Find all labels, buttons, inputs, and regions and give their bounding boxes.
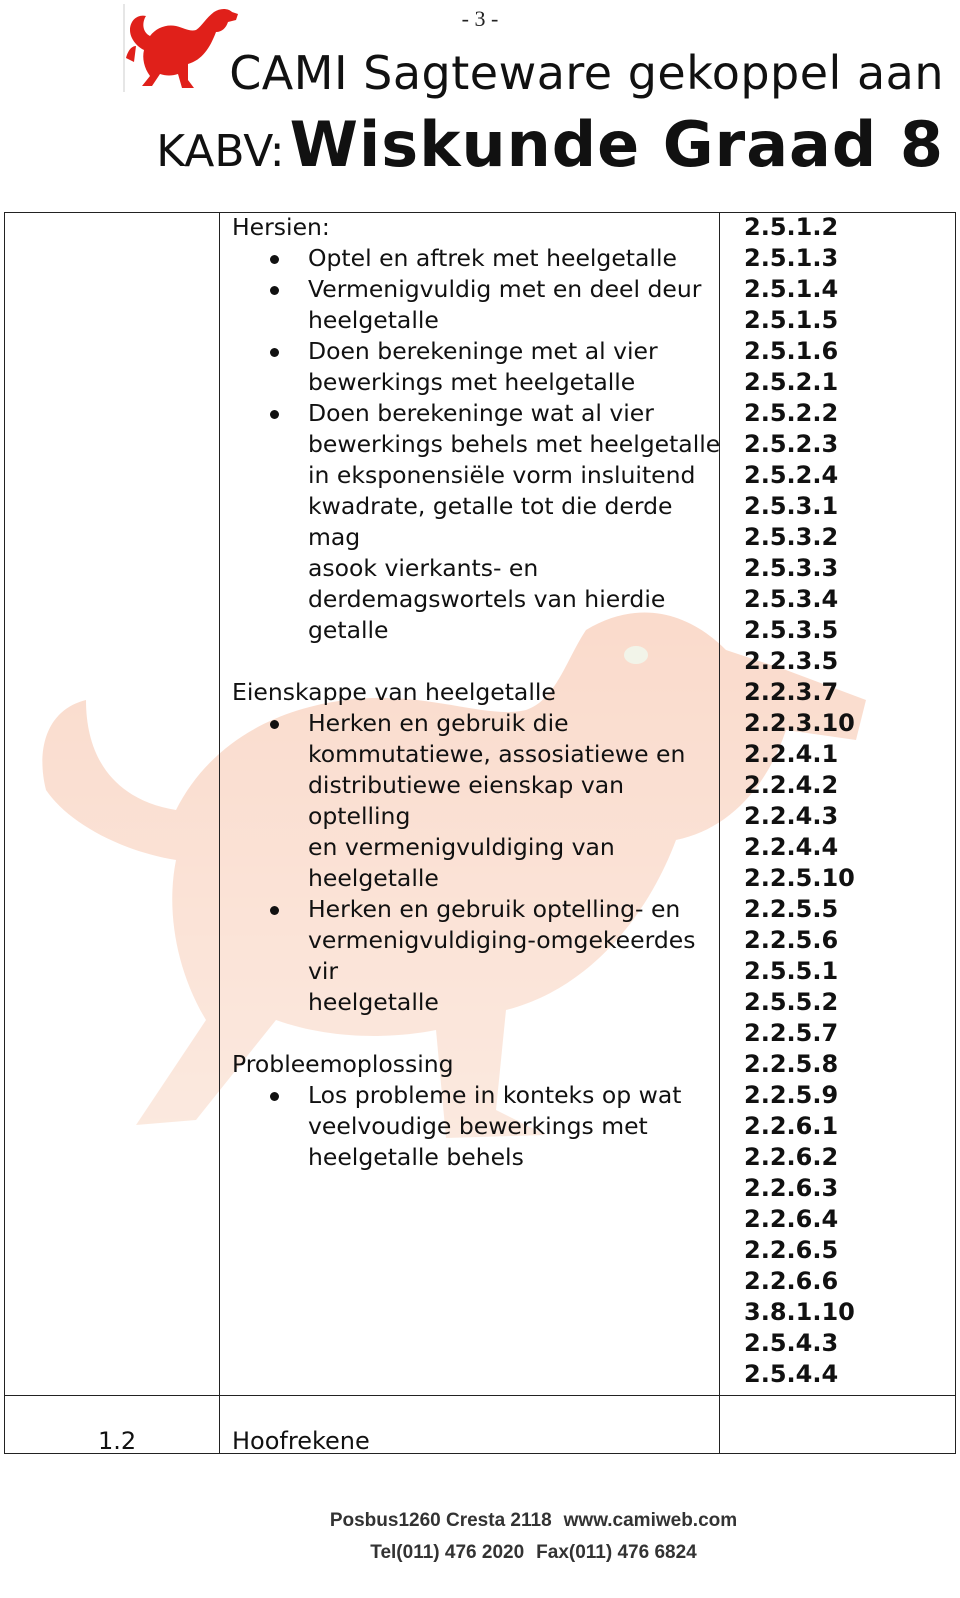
section-heading: Hersien: [232, 213, 330, 241]
outcome-code: 2.5.3.3 [744, 554, 839, 582]
list-item: Herken en gebruik optelling- en vermenigvuldiging-omgekeerdes vir heelgetalle [232, 894, 732, 1018]
list-item: Doen berekeninge wat al vier bewerkings behels met heelgetalle in eksponensiële vorm insluitend kwadrate, getalle tot die derde mag asook vierkants- en derdemagswortels van hierdie getalle [232, 398, 732, 646]
outcome-code: 2.2.6.2 [744, 1143, 839, 1171]
outcome-code: 2.2.4.2 [744, 771, 839, 799]
outcome-code: 2.2.5.7 [744, 1019, 839, 1047]
row-topic: Hoofrekene [232, 1427, 370, 1455]
list-item: Vermenigvuldig met en deel deur heelgetalle [232, 274, 732, 336]
outcome-code: 2.2.6.1 [744, 1112, 839, 1140]
outcome-code: 2.5.3.5 [744, 616, 839, 644]
document-title-line2 [156, 108, 944, 181]
outcome-code: 2.2.4.3 [744, 802, 839, 830]
footer-line2 [0, 1542, 960, 1564]
outcome-code: 2.2.3.10 [744, 709, 855, 737]
outcome-code: 2.2.5.10 [744, 864, 855, 892]
outcome-code: 2.5.5.1 [744, 957, 839, 985]
outcome-code: 2.5.2.1 [744, 368, 839, 396]
outcome-codes [744, 212, 855, 1390]
row-divider [5, 1395, 955, 1396]
bullet-list [232, 243, 732, 646]
footer-fax: Fax(011) 476 6824 [536, 1542, 697, 1563]
footer-address: Posbus1260 Cresta 2118 [329, 1510, 552, 1531]
outcome-code: 2.2.5.8 [744, 1050, 839, 1078]
outcome-code: 2.5.5.2 [744, 988, 839, 1016]
page-number: - 3 - [461, 6, 499, 31]
outcome-code: 2.5.3.4 [744, 585, 839, 613]
outcome-code: 2.5.4.4 [744, 1360, 839, 1388]
outcome-code: 2.2.3.5 [744, 647, 839, 675]
outcome-code: 2.2.3.7 [744, 678, 839, 706]
list-item: Los probleme in konteks op wat veelvoudige bewerkings met heelgetalle behels [232, 1080, 732, 1173]
outcome-code: 2.2.6.4 [744, 1205, 839, 1233]
column-divider [219, 213, 220, 1453]
outcome-code: 2.2.6.3 [744, 1174, 839, 1202]
outcome-code: 2.5.1.4 [744, 275, 839, 303]
outcome-code: 2.2.6.6 [744, 1267, 839, 1295]
outcome-code: 2.2.6.5 [744, 1236, 839, 1264]
document-title-line1: CAMI Sagteware gekoppel aan [229, 46, 944, 100]
row-number: 1.2 [98, 1427, 137, 1455]
outcome-code: 2.2.4.1 [744, 740, 839, 768]
footer-website[interactable]: www.camiweb.com [563, 1510, 738, 1531]
footer-line1 [0, 1510, 960, 1532]
outcome-code: 2.5.1.6 [744, 337, 839, 365]
outcome-code: 2.5.1.2 [744, 213, 839, 241]
list-item: Doen berekeninge met al vier bewerkings met heelgetalle [232, 336, 732, 398]
outcome-code: 2.2.4.4 [744, 833, 839, 861]
bullet-list [232, 708, 732, 1018]
outcome-code: 2.5.2.2 [744, 399, 839, 427]
outcome-code: 2.5.3.2 [744, 523, 839, 551]
list-item: Herken en gebruik die kommutatiewe, assosiatiewe en distributiewe eienskap van optelling en vermenigvuldiging van heelgetalle [232, 708, 732, 894]
outcome-code: 2.5.2.3 [744, 430, 839, 458]
outcome-code: 3.8.1.10 [744, 1298, 855, 1326]
topic-content [232, 212, 732, 1173]
outcome-code: 2.2.5.6 [744, 926, 839, 954]
section-heading: Eienskappe van heelgetalle [232, 678, 556, 706]
outcome-code: 2.5.1.3 [744, 244, 839, 272]
title-main: Wiskunde Graad 8 [289, 108, 944, 181]
list-item: Optel en aftrek met heelgetalle [232, 243, 732, 274]
outcome-code: 2.2.5.5 [744, 895, 839, 923]
bullet-list [232, 1080, 732, 1173]
footer-telephone: Tel(011) 476 2020 [370, 1542, 525, 1563]
section-heading: Probleemoplossing [232, 1050, 454, 1078]
outcome-code: 2.5.3.1 [744, 492, 839, 520]
outcome-code: 2.5.2.4 [744, 461, 839, 489]
title-prefix: KABV: [156, 126, 285, 177]
outcome-code: 2.2.5.9 [744, 1081, 839, 1109]
outcome-code: 2.5.4.3 [744, 1329, 839, 1357]
outcome-code: 2.5.1.5 [744, 306, 839, 334]
